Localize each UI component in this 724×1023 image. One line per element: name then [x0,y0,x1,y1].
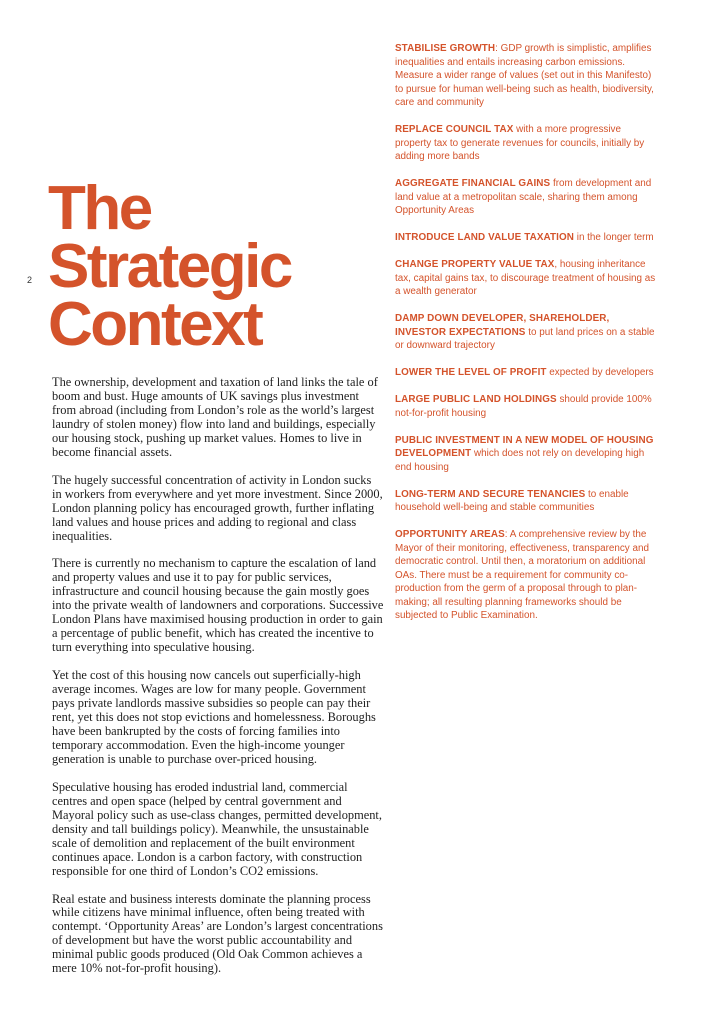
demand-text: to put land prices on a stable or downward trajectory [395,326,655,351]
demand-heading: LOWER THE LEVEL OF PROFIT [395,367,547,378]
body-paragraph: Real estate and business interests dominate the planning process while citizens have minimal influence, often being treated with contempt. ‘Opportunity Areas’ are London’s largest concentrations of development but have the worst public accountability and minimal public goods produced (Old Oak Common achieves a mere 10% not-for-profit housing). [52,891,383,976]
demand-text: from development and land value at a metropolitan scale, sharing them among Opportunity Areas [395,178,652,216]
demand-item [395,488,657,515]
body-paragraph: There is currently no mechanism to capture the escalation of land and property values and use it to pay for public services, infrastructure and council housing because the gain mostly goes into the private wealth of landowners and corporations. Successive London Plans have maximised housing production in order to gain a percentage of public benefit, which has created the incentive to turn everything into speculative housing. [52,556,384,655]
demand-item [395,434,657,475]
demand-item [395,312,657,353]
body-paragraph: Yet the cost of this housing now cancels out superficially-high average incomes. Wages are low for many people. Government pays private landlords massive subsidies so people can pay their rent, yet this does not stop evictions and homelessness. Boroughs have been bankrupted by the costs of forcing families into temporary accommodation. Even the high-income younger generation is unable to purchase over-priced housing. [52,668,376,766]
body-paragraph: The ownership, development and taxation of land links the tale of boom and bust. Huge amounts of UK savings plus investment from abroad (including from London’s role as the world’s largest laundry of stolen money) flow into land and buildings, especially our housing stock, pushing up market values. Homes to live in become financial assets. [52,375,378,459]
demand-heading: STABILISE GROWTH [395,43,496,54]
demand-text: : A comprehensive review by the Mayor of their monitoring, effectiveness, transparency and democratic control. Until then, a moratorium on additional OAs. There must be a requirement for community co-production from the germ of a proposal through to plan-making; all resulting planning frameworks should be subjected to Public Examination. [395,529,649,621]
demand-heading: LONG-TERM AND SECURE TENANCIES [395,488,586,500]
demand-heading: CHANGE PROPERTY VALUE TAX [395,259,555,270]
demand-item [395,528,657,623]
demand-heading: DAMP DOWN DEVELOPER, SHAREHOLDER, INVESTOR EXPECTATIONS [395,313,610,338]
demand-heading: PUBLIC INVESTMENT IN A NEW MODEL OF HOUSING DEVELOPMENT [395,434,654,459]
demand-heading: INTRODUCE LAND VALUE TAXATION [395,232,574,243]
demand-item [395,177,657,218]
title-line-1: The [48,174,151,243]
demand-heading: AGGREGATE FINANCIAL GAINS [395,178,551,189]
page-title [48,174,378,359]
demand-text: should provide 100% not-for-profit housing [395,394,652,419]
demand-item [395,123,657,164]
demands-column [395,42,657,636]
demand-item [395,42,657,110]
page-number: 2 [27,275,33,285]
title-line-3: Context [48,290,262,359]
demand-text: expected by developers [546,367,654,378]
demand-item [395,366,657,380]
body-paragraph: Speculative housing has eroded industrial land, commercial centres and open space (helped by central government and Mayoral policy such as use-class changes, permitted development, density and tall buildings policy). Meanwhile, the unsustainable scale of demolition and replacement of the built environment continues apace. London is a carbon factory, with construction responsible for one third of London’s CO2 emissions. [52,779,382,878]
demand-text: which does not rely on developing high end housing [395,448,645,473]
demand-item [395,393,657,420]
body-text-column [52,376,384,990]
demand-text: , housing inheritance tax, capital gains tax, to discourage treatment of housing as a wealth generator [395,259,656,297]
title-line-2: Strategic [48,232,291,301]
demand-heading: LARGE PUBLIC LAND HOLDINGS [395,394,557,405]
body-paragraph: The hugely successful concentration of activity in London sucks in workers from everywhere and yet more investment. Since 2000, London planning policy has encouraged growth, further inflating land values and house prices and adding to regional and class inequalities. [52,472,383,543]
demand-item [395,231,657,245]
demand-heading: REPLACE COUNCIL TAX [395,124,514,135]
demand-text: in the longer term [574,232,654,243]
demand-text: with a more progressive property tax to generate revenues for councils, initially by adding more bands [395,124,645,162]
demand-heading: OPPORTUNITY AREAS [395,529,505,540]
demand-text: to enable household well-being and stable communities [395,488,629,513]
demand-item [395,258,657,299]
demand-text: : GDP growth is simplistic, amplifies inequalities and entails increasing carbon emissions. Measure a wider range of values (set out in this Manifesto) to pursue for human well-being such as health, biodiversity, care and community [395,43,654,108]
